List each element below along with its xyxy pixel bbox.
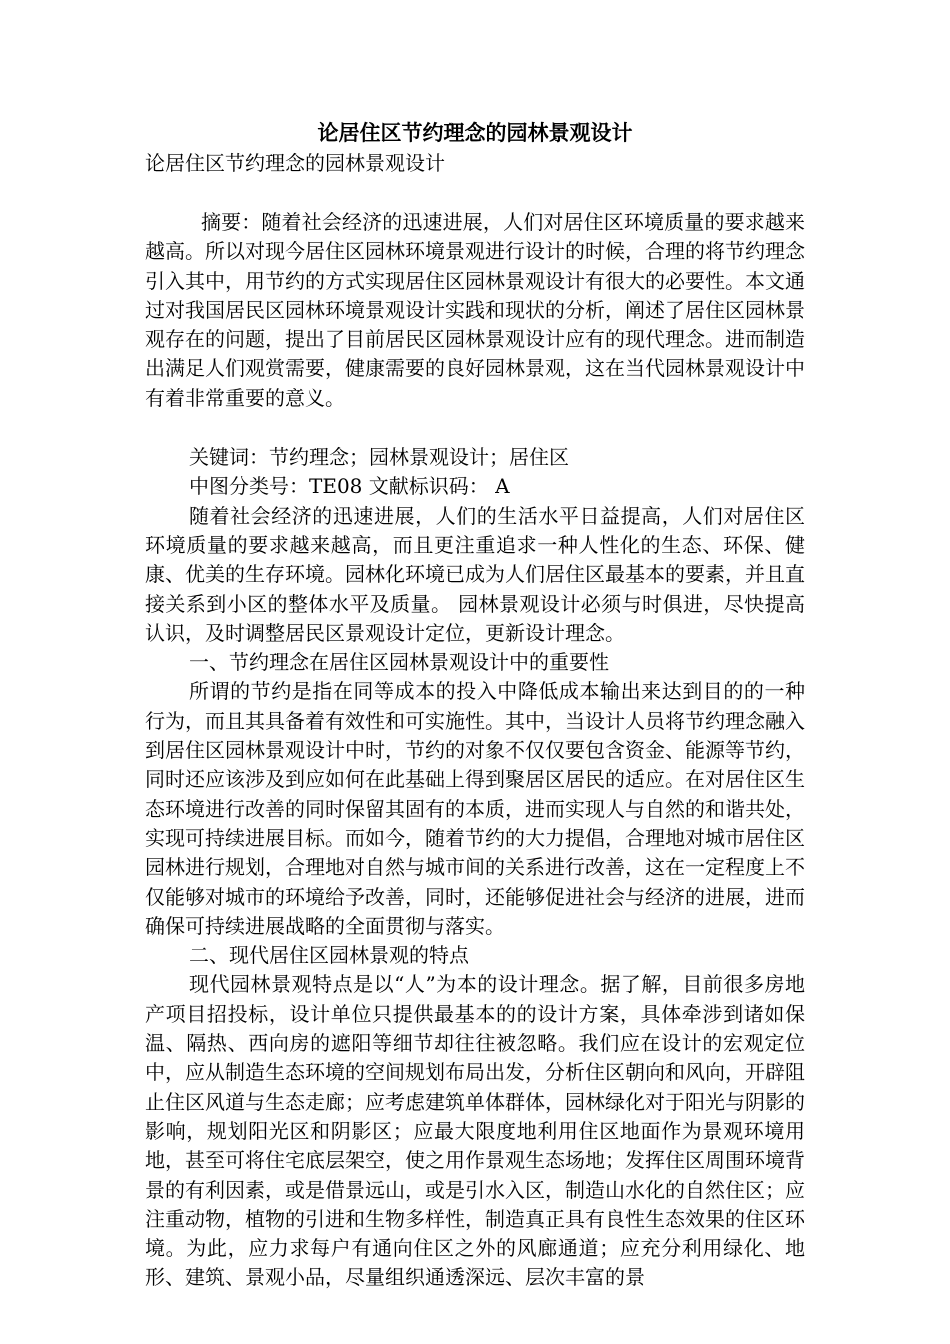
section-heading-1: 一、节约理念在居住区园林景观设计中的重要性: [189, 650, 609, 675]
body-paragraph: 随着社会经济的迅速进展，人们的生活水平日益提高，人们对居住区环境质量的要求越来越高，而且更注重追求一种人性化的生态、环保、健康、优美的生存环境。园林化环境已成为人们居住区最基本的要素，并且直接关系到小区的整体水平及质量。 园林景观设计必须与时俱进，尽快提高认识，及时调整居民区景观设计定位，更新设计理念。: [145, 503, 805, 645]
blank-line: [145, 413, 805, 443]
classification-line: 中图分类号：TE08 文献标识码： A: [189, 474, 510, 499]
body-paragraph: 所谓的节约是指在同等成本的投入中降低成本输出来达到目的的一种行为，而且其具备着有效性和可实施性。其中，当设计人员将节约理念融入到居住区园林景观设计中时，节约的对象不仅仅要包含资金、能源等节约，同时还应该涉及到应如何在此基础上得到聚居区居民的适应。在对居住区生态环境进行改善的同时保留其固有的本质，进而实现人与自然的和谐共处，实现可持续进展目标。而如今，随着节约的大力提倡，合理地对城市居住区园林进行规划，合理地对自然与城市间的关系进行改善，这在一定程度上不仅能够对城市的环境给予改善，同时，还能够促进社会与经济的进展，进而确保可持续进展战略的全面贯彻与落实。: [145, 679, 805, 938]
body-paragraph: 现代园林景观特点是以“人”为本的设计理念。据了解，目前很多房地产项目招投标，设计单位只提供最基本的的设计方案，具体牵涉到诸如保温、隔热、西向房的遮阳等细节却往往被忽略。我们应在设计的宏观定位中，应从制造生态环境的空间规划布局出发，分析住区朝向和风向，开辟阻止住区风道与生态走廊；应考虑建筑单体群体，园林绿化对于阳光与阴影的影响，规划阳光区和阴影区；应最大限度地利用住区地面作为景观环境用地，甚至可将住宅底层架空，使之用作景观生态场地；发挥住区周围环境背景的有利因素，或是借景远山，或是引水入区，制造山水化的自然住区；应注重动物，植物的引进和生物多样性，制造真正具有良性生态效果的住区环境。为此，应力求每户有通向住区之外的风廊通道；应充分利用绿化、地形、建筑、景观小品，尽量组织通透深远、层次丰富的景: [145, 972, 805, 1290]
keywords-line: 关键词：节约理念；园林景观设计；居住区: [189, 445, 569, 470]
blank-line: [145, 178, 805, 208]
document-subtitle: 论居住区节约理念的园林景观设计: [145, 151, 445, 175]
abstract-paragraph: 摘要：随着社会经济的迅速进展，人们对居住区环境质量的要求越来越高。所以对现今居住区园林环境景观进行设计的时候，合理的将节约理念引入其中，用节约的方式实现居住区园林景观设计有很大的必要性。本文通过对我国居民区园林环境景观设计实践和现状的分析，阐述了居住区园林景观存在的问题，提出了目前居民区园林景观设计应有的现代理念。进而制造出满足人们观赏需要，健康需要的良好园林景观，这在当代园林景观设计中有着非常重要的意义。: [145, 210, 805, 410]
document-page: [145, 118, 805, 1293]
section-heading-2: 二、现代居住区园林景观的特点: [189, 943, 469, 968]
document-title: 论居住区节约理念的园林景观设计: [317, 120, 633, 145]
